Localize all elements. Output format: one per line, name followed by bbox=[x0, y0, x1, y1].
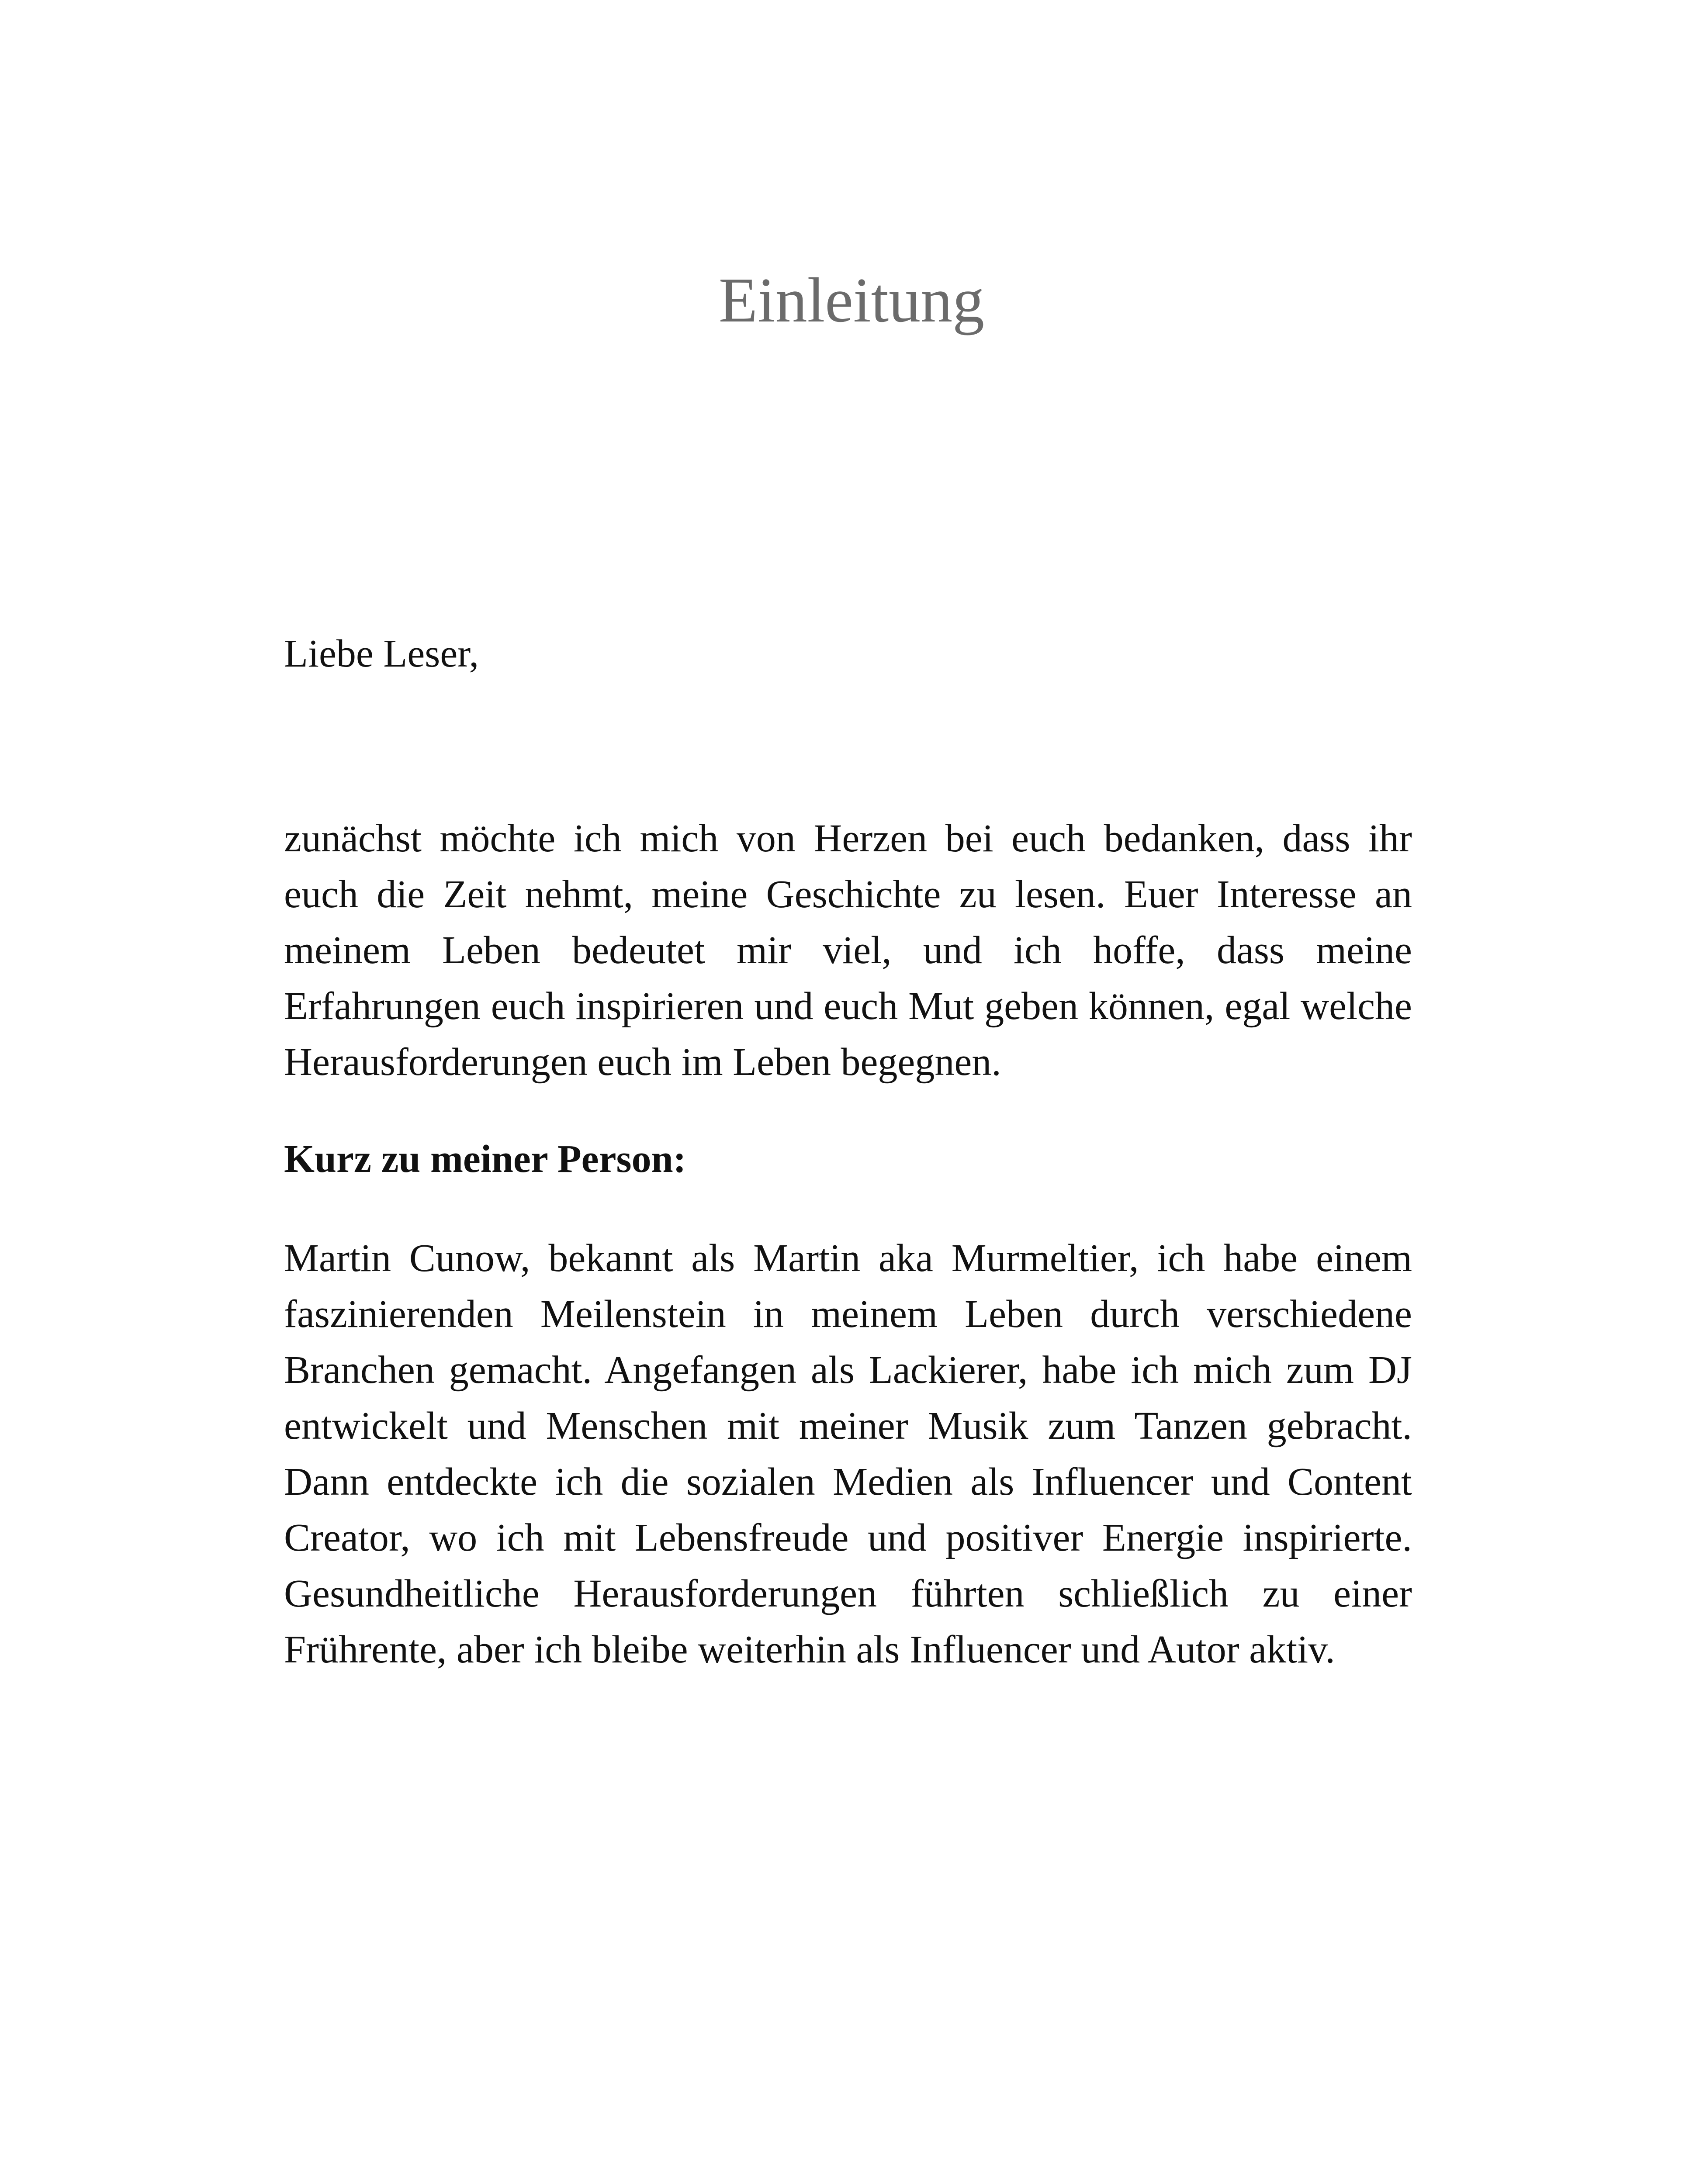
chapter-title: Einleitung bbox=[718, 265, 985, 335]
bio-paragraph: Martin Cunow, bekannt als Martin aka Murmeltier, ich habe einem faszinierenden Meilenstein in meinem Leben durch verschiedene Branchen gemacht. Angefangen als Lackierer, habe ich mich zum DJ entwickelt und Menschen mit meiner Musik zum Tanzen gebracht. Dann entdeckte ich die sozialen Medien als Influencer und Content Creator, wo ich mit Lebensfreude und positiver Energie inspirierte. Gesundheitliche Herausforderungen führten schließlich zu einer Frührente, aber ich bleibe weiterhin als Influencer und Autor aktiv. bbox=[284, 1237, 1412, 1671]
intro-paragraph: zunächst möchte ich mich von Herzen bei euch bedanken, dass ihr euch die Zeit nehmt, meine Geschichte zu lesen. Euer Interesse an meinem Leben bedeutet mir viel, und ich hoffe, dass meine Erfahrungen euch inspirieren und euch Mut geben können, egal welche Herausforderungen euch im Leben begegnen. bbox=[284, 817, 1412, 1084]
letter-greeting: Liebe Leser, bbox=[284, 632, 479, 675]
section-heading: Kurz zu meiner Person: bbox=[284, 1137, 686, 1181]
